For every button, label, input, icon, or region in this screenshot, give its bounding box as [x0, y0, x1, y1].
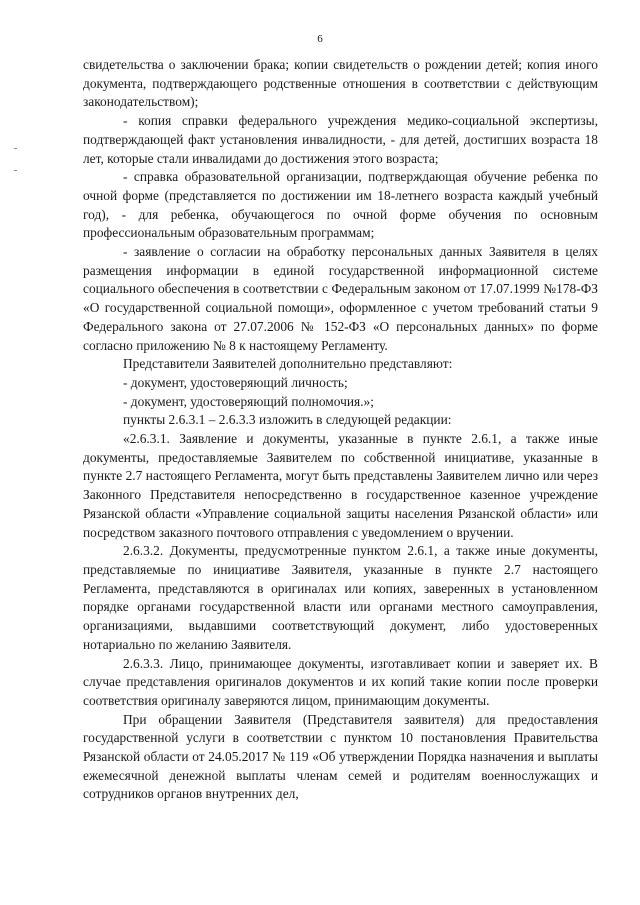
paragraph: «2.6.3.1. Заявление и документы, указанные в пункте 2.6.1, а также иные документы, предоставляемые Заявителем по собственной инициативе, указанные в пункте 2.7 настоящего Регламента, могут быть представлены Заявителем лично или через Законного Представителя непосредственно в государственное казенное учреждение Рязанской области «Управление социальной защиты населения Рязанской области» или посредством заказного почтового отправления с уведомлением о вручении.: [83, 431, 598, 540]
paragraph: - справка образовательной организации, подтверждающая обучение ребенка по очной форме (представляется по достижении им 18-летнего возраста каждый учебный год), - для ребенка, обучающегося по очной форме обучения по основным профессиональным образовательным программам;: [83, 169, 598, 241]
paragraph: - заявление о согласии на обработку персональных данных Заявителя в целях размещения информации в единой государственной информационной системе социального обеспечения в соответствии с Федеральным законом от 17.07.1999 №178-ФЗ «О государственной социальной помощи», оформленное с учетом требований статьи 9 Федерального закона от 27.07.2006 № 152-ФЗ «О персональных данных» по форме согласно приложению № 8 к настоящему Регламенту.: [83, 244, 598, 353]
paragraph: - копия справки федерального учреждения медико-социальной экспертизы, подтверждающей факт установления инвалидности, - для детей, достигших возраста 18 лет, которые стали инвалидами до достижения этого возраста;: [83, 113, 598, 166]
paragraph: При обращении Заявителя (Представителя заявителя) для предоставления государственной услуги в соответствии с пунктом 10 постановления Правительства Рязанской области от 24.05.2017 № 119 «Об утверждении Порядка назначения и выплаты ежемесячной денежной выплаты членам семей и родителям военнослужащих и сотрудников органов внутренних дел,: [83, 711, 598, 802]
paragraph: 2.6.3.3. Лицо, принимающее документы, изготавливает копии и заверяет их. В случае представления оригиналов документов и их копий такие копии после проверки соответствия оригиналу заверяются лицом, принимающим документы.: [83, 655, 598, 708]
paragraph: свидетельства о заключении брака; копии свидетельств о рождении детей; копия иного документа, подтверждающего родственные отношения в соответствии с действующим законодательством);: [83, 57, 598, 110]
document-body: [83, 56, 598, 804]
paragraph: - документ, удостоверяющий личность;: [123, 374, 348, 390]
margin-mark: [14, 148, 17, 149]
page-number: 6: [317, 33, 323, 45]
paragraph: пункты 2.6.3.1 – 2.6.3.3 изложить в следующей редакции:: [123, 412, 452, 428]
margin-mark: [14, 170, 17, 171]
paragraph: Представители Заявителей дополнительно представляют:: [123, 356, 453, 372]
paragraph: 2.6.3.2. Документы, предусмотренные пунктом 2.6.1, а также иные документы, представляемые по инициативе Заявителя, указанные в пункте 2.7 настоящего Регламента, представляются в оригиналах или копиях, заверенных в установленном порядке органами государственной власти или органами местного самоуправления, организациями, выдавшими соответствующий документ, либо удостоверенных нотариально по желанию Заявителя.: [83, 543, 598, 652]
paragraph: - документ, удостоверяющий полномочия.»;: [123, 393, 374, 409]
